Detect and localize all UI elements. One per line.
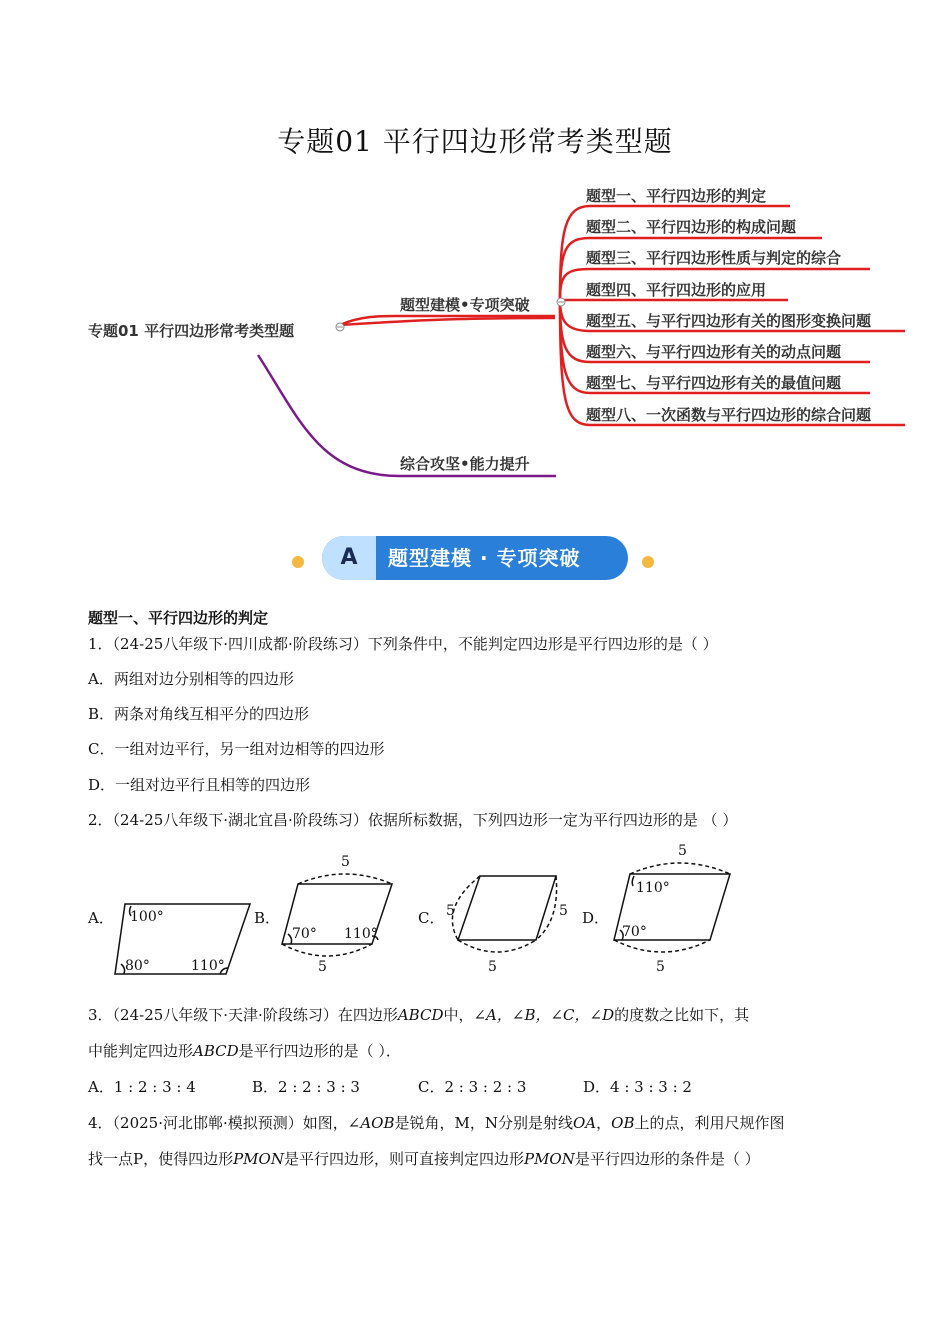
- q4-line1-post: 上的点，利用尺规作图: [634, 1114, 785, 1132]
- section-banner: [322, 536, 628, 580]
- q2-figures: [0, 840, 950, 980]
- fig-c-bottom: 5: [488, 959, 497, 975]
- fig-b-angle-2: 110°: [344, 926, 378, 942]
- q4-line-2: [88, 1148, 760, 1169]
- q3-option-b: B．2 : 2 : 3 : 3: [252, 1078, 360, 1096]
- fig-c-right: 5: [559, 903, 568, 919]
- fig-d-bottom: 5: [656, 959, 665, 975]
- q4-line2-mid: 是平行四边形，则可直接判定四边形: [283, 1150, 524, 1168]
- banner-text: 题型建模 · 专项突破: [388, 546, 581, 570]
- q3-option-d: D．4 : 3 : 3 : 2: [583, 1078, 692, 1096]
- banner-letter: A: [322, 536, 376, 580]
- fig-b-top: 5: [341, 854, 350, 870]
- q3-stem-mid: 中，: [443, 1006, 474, 1024]
- mindmap-item-1: 题型一、平行四边形的判定: [586, 187, 767, 205]
- q1-option-d: D．一组对边平行且相等的四边形: [88, 776, 311, 794]
- q4-line2-post: 是平行四边形的条件是（ ）: [574, 1150, 760, 1168]
- fig-a-angle-1: 100°: [130, 909, 164, 925]
- mindmap-item-8: 题型八、一次函数与平行四边形的综合问题: [586, 406, 872, 424]
- mindmap-branch2: 综合攻坚•能力提升: [400, 455, 530, 473]
- figure-c: [452, 876, 556, 952]
- fig-d-angle-1: 110°: [636, 880, 670, 896]
- q4-pmon: PMON: [233, 1150, 284, 1168]
- q3-line2-pre: 中能判定四边形: [88, 1042, 194, 1060]
- q4-line2-pre: 找一点P，使得四边形: [88, 1150, 234, 1168]
- fig-d-angle-2: 70°: [622, 924, 647, 940]
- fig-b-bottom: 5: [318, 959, 327, 975]
- q3-line-1: [88, 1004, 749, 1025]
- section-title: 题型一、平行四边形的判定: [88, 609, 269, 627]
- q4-line-1: [88, 1112, 785, 1133]
- page-title: 专题01 平行四边形常考类型题: [277, 125, 673, 158]
- q4-line1-mid: 是锐角，M，N分别是射线: [394, 1114, 573, 1132]
- q2-label-b: B．: [254, 909, 281, 927]
- q4-comma: ，: [596, 1114, 612, 1132]
- figure-b: [282, 874, 392, 956]
- q3-angles: ∠A，∠B，∠C，∠D: [473, 1006, 615, 1024]
- q3-option-a: A．1 : 2 : 3 : 4: [88, 1078, 196, 1096]
- mindmap-item-2: 题型二、平行四边形的构成问题: [586, 218, 797, 236]
- q1-option-a: A．两组对边分别相等的四边形: [88, 670, 294, 688]
- q2-label-a: A．: [88, 909, 114, 927]
- q1-option-b: B．两条对角线互相平分的四边形: [88, 705, 310, 723]
- fig-a-angle-2: 80°: [125, 958, 150, 974]
- fig-a-angle-3: 110°: [191, 958, 225, 974]
- mindmap-item-7: 题型七、与平行四边形有关的最值问题: [586, 374, 842, 392]
- q3-quad: ABCD: [397, 1006, 444, 1024]
- mindmap-branch1: 题型建模•专项突破: [400, 296, 530, 314]
- q3-line2-post: 是平行四边形的是（ ）．: [238, 1042, 401, 1060]
- q1-option-c: C．一组对边平行，另一组对边相等的四边形: [88, 740, 385, 758]
- mindmap-item-6: 题型六、与平行四边形有关的动点问题: [586, 343, 842, 361]
- mindmap-root: 专题01 平行四边形常考类型题: [88, 322, 295, 340]
- q3-stem-pre: 3．（24-25八年级下·天津·阶段练习）在四边形: [88, 1006, 398, 1024]
- q3-option-c: C．2 : 3 : 2 : 3: [418, 1078, 527, 1096]
- q3-stem-post: 的度数之比如下，其: [614, 1006, 750, 1024]
- mindmap-item-3: 题型三、平行四边形性质与判定的综合: [586, 249, 842, 267]
- q2-label-c: C．: [418, 909, 445, 927]
- fig-d-top: 5: [678, 843, 687, 859]
- fig-c-left: 5: [446, 903, 455, 919]
- q3-line-2: [88, 1040, 401, 1061]
- q2-label-d: D．: [582, 909, 610, 927]
- q4-pmon-2: PMON: [523, 1150, 575, 1168]
- q4-ray-oa: OA: [573, 1114, 597, 1132]
- q4-ray-ob: OB: [611, 1114, 635, 1132]
- q4-angle: ∠AOB: [347, 1114, 395, 1132]
- mindmap-item-5: 题型五、与平行四边形有关的图形变换问题: [586, 312, 872, 330]
- q4-line1-pre: 4．（2025·河北邯郸·模拟预测）如图，: [88, 1114, 348, 1132]
- q1-stem: 1．（24-25八年级下·四川成都·阶段练习）下列条件中，不能判定四边形是平行四边形的是（ ）: [88, 635, 718, 653]
- q2-stem: 2．（24-25八年级下·湖北宜昌·阶段练习）依据所标数据，下列四边形一定为平行四边形的是 （ ）: [88, 811, 738, 829]
- mindmap-item-4: 题型四、平行四边形的应用: [586, 281, 767, 299]
- fig-b-angle-1: 70°: [292, 926, 317, 942]
- q3-quad-2: ABCD: [193, 1042, 239, 1060]
